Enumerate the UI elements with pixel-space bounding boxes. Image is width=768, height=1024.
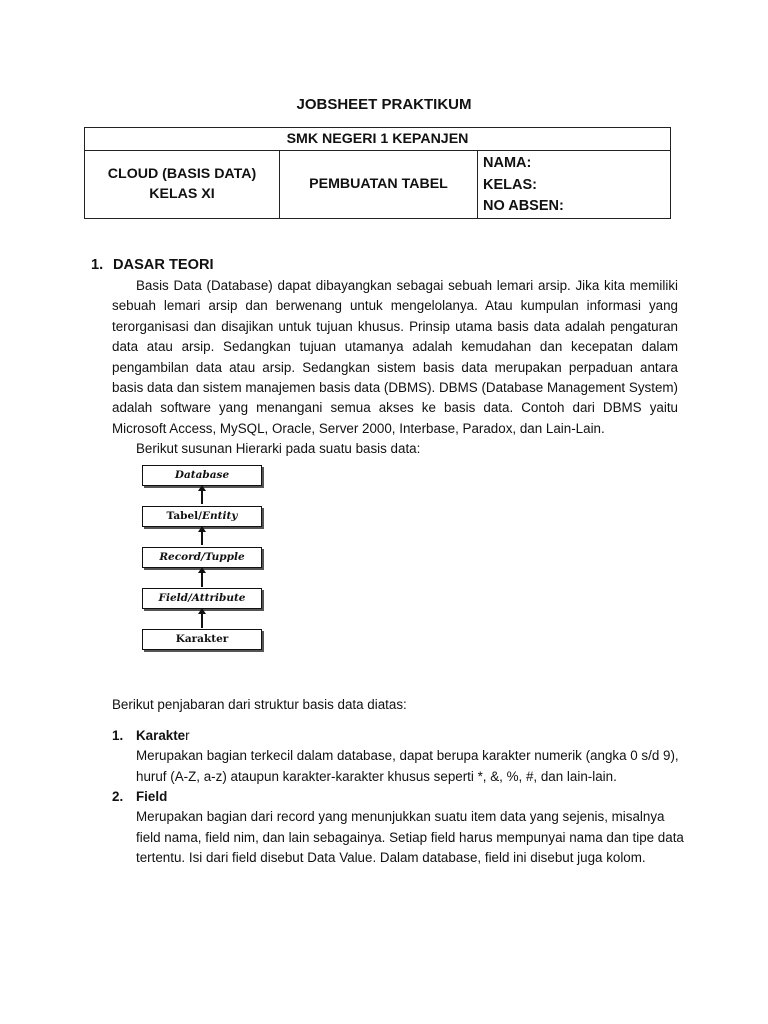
list-item-title-bold: Karakte — [136, 728, 186, 743]
student-fields-cell — [478, 151, 671, 219]
hierarchy-box-record-tupple — [142, 547, 262, 568]
hierarchy-box-tabel-entity — [142, 506, 262, 527]
structure-intro-text: Berikut penjabaran dari struktur basis data diatas: — [112, 697, 407, 712]
hierarchy-label-tabel: Tabel/ — [166, 510, 203, 522]
hierarchy-diagram — [142, 463, 266, 653]
hierarchy-box-field-attribute — [142, 588, 262, 609]
topic-cell: PEMBUATAN TABEL — [280, 151, 478, 219]
hierarchy-arrow-up-2 — [201, 528, 203, 545]
hierarchy-arrow-up-4 — [201, 610, 203, 628]
hierarchy-box-database — [142, 465, 262, 486]
section-number: 1. — [91, 257, 104, 273]
header-table — [84, 127, 671, 219]
class-level: KELAS XI — [149, 186, 215, 203]
subject-cell — [85, 151, 280, 219]
hierarchy-label-database: Database — [174, 469, 230, 481]
subject-name: CLOUD (BASIS DATA) — [107, 165, 257, 182]
school-name-cell: SMK NEGERI 1 KEPANJEN — [85, 128, 671, 151]
hierarchy-arrow-up-3 — [201, 569, 203, 587]
list-item-description: Merupakan bagian dari record yang menunjukkan suatu item data yang sejenis, misalnya field nama, field nim, dan lain sebagainya. Setiap field harus mempunyai nama dan tipe data tertentu. Isi dari field disebut Data Value. Dalam database, field ini disebut juga kolom. — [136, 809, 684, 866]
hierarchy-label-field-attribute: Field/Attribute — [158, 592, 246, 604]
list-item-number: 1. — [112, 728, 124, 743]
header-row-details — [85, 151, 671, 219]
list-item-title — [112, 787, 692, 807]
document-title: JOBSHEET PRAKTIKUM — [296, 96, 472, 113]
list-item-karakter — [112, 726, 692, 787]
section-title: DASAR TEORI — [113, 257, 214, 273]
field-absence-number-label: NO ABSEN: — [483, 198, 564, 214]
list-item-title — [112, 726, 692, 746]
hierarchy-label-karakter: Karakter — [175, 633, 229, 645]
theory-paragraph: Basis Data (Database) dapat dibayangkan sebagai sebuah lemari arsip. Jika kita memiliki sebuah lemari arsip dan berwenang untuk mengelolanya. Atau kumpulan informasi yang terorganisasi dan disajikan untuk tujuan khusus. Prinsip utama basis data adalah pengaturan data atau arsip. Sedangkan tujuan utamanya adalah kemudahan dan kecepatan dalam pengambilan data atau arsip. Sedangkan sistem basis data merupakan perpaduan antara basis data dan sistem manajemen basis data (DBMS). DBMS (Database Management System) adalah software yang menangani semua akses ke basis data. Contoh dari DBMS yaitu Microsoft Access, MySQL, Oracle, Server 2000, Interbase, Paradox, dan Lain-Lain. — [112, 278, 678, 436]
field-class-label: KELAS: — [483, 176, 537, 193]
list-item-title-plain: r — [185, 728, 190, 743]
list-item-title-bold: Field — [136, 789, 168, 804]
hierarchy-arrow-up-1 — [201, 487, 203, 504]
hierarchy-box-karakter — [142, 629, 262, 650]
field-name-label: NAMA: — [483, 155, 532, 171]
section-heading-dasar-teori — [91, 255, 214, 275]
list-item-field — [112, 787, 692, 869]
list-item-description: Merupakan bagian terkecil dalam database, dapat berupa karakter numerik (angka 0 s/d 9), huruf (A-Z, a-z) ataupun karakter-karakter khusus seperti *, &, %, #, dan lain-lain. — [136, 748, 679, 784]
hierarchy-intro-text: Berikut susunan Hierarki pada suatu basis data: — [136, 441, 421, 456]
header-row-school — [85, 128, 671, 151]
list-item-number: 2. — [112, 789, 124, 804]
hierarchy-label-record-tupple: Record/Tupple — [159, 551, 245, 563]
hierarchy-label-entity: Entity — [202, 510, 238, 522]
